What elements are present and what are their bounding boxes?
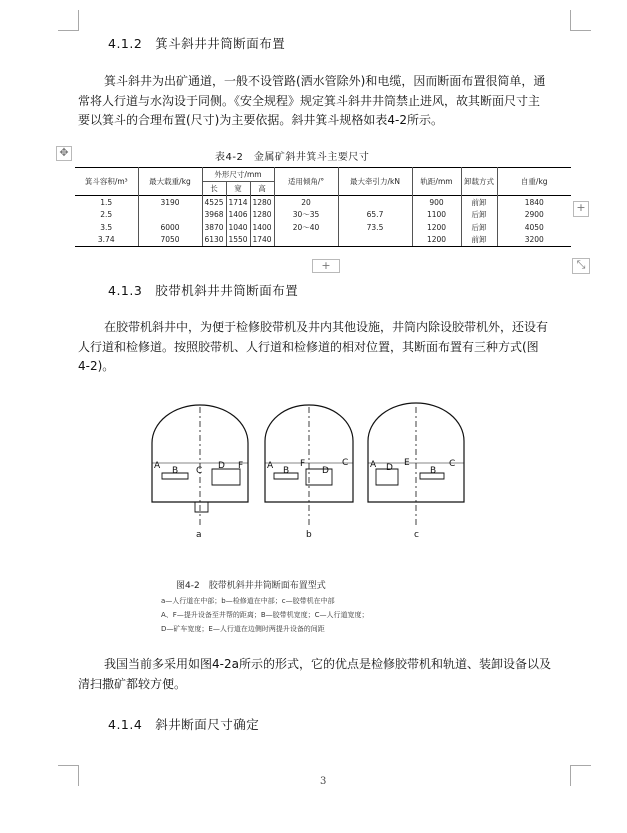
text-line: 我国当前多采用如图4-2a所示的形式，它的优点是检修胶带机和轨道、装卸设备以及	[104, 657, 551, 671]
table-cell: 1406	[226, 209, 250, 222]
sublabel-b: b	[306, 530, 312, 540]
col-header-dimensions: 外形尺寸/mm	[202, 168, 274, 182]
table-cell	[274, 234, 338, 247]
section-heading-4-1-2: 4.1.2 箕斗斜井井筒断面布置	[108, 36, 286, 51]
add-column-button[interactable]	[573, 201, 589, 217]
col-header-weight: 自重/kg	[497, 168, 571, 196]
dim-label-b-B: B	[283, 466, 290, 476]
paragraph-belt-shaft	[78, 318, 572, 377]
table-row	[75, 196, 571, 209]
add-row-icon: +	[321, 259, 331, 272]
text-line: 4-2)。	[78, 359, 115, 373]
table-cell: 后卸	[461, 221, 497, 234]
add-row-button[interactable]	[312, 259, 340, 273]
table-cell: 1280	[250, 196, 274, 209]
table-cell: 1400	[250, 221, 274, 234]
table-cell: 3968	[202, 209, 226, 222]
section-diagram-c	[368, 403, 464, 540]
dim-label-c-D: D	[386, 463, 393, 473]
col-header-capacity: 箕斗容积/m³	[75, 168, 138, 196]
text-line: 箕斗斜井为出矿通道，一般不设管路(洒水管除外)和电缆，因而断面布置很简单，通	[104, 74, 546, 88]
table-cell: 1714	[226, 196, 250, 209]
drain-ditch	[195, 502, 208, 512]
col-header-angle: 适用倾角/°	[274, 168, 338, 196]
text-line: 清扫撒矿都较方便。	[78, 676, 187, 691]
table-cell: 6130	[202, 234, 226, 247]
table-cell: 7050	[138, 234, 202, 247]
mine-car	[212, 469, 240, 485]
table-cell: 1740	[250, 234, 274, 247]
text-line: 在胶带机斜井中，为便于检修胶带机及井内其他设施，井筒内除设胶带机外，还设有	[104, 320, 549, 334]
table-cell: 4050	[524, 222, 544, 232]
dim-label-a-A: A	[154, 461, 161, 471]
table-cell: 1840	[524, 197, 544, 207]
dim-label-b-C: C	[342, 458, 349, 468]
table-cell: 3.5	[75, 221, 138, 234]
table-cell: 后卸	[461, 209, 497, 222]
table-cell: 2900	[524, 210, 544, 220]
table-caption: 表4-2 金属矿斜井箕斗主要尺寸	[215, 152, 370, 163]
dim-label-a-C: C	[196, 466, 203, 476]
shaft-section-figure	[140, 395, 485, 545]
page-corner-mark	[58, 10, 79, 31]
section-heading-4-1-3: 4.1.3 胶带机斜井井筒断面布置	[108, 283, 299, 298]
skip-spec-table	[75, 167, 571, 247]
dim-label-a-B: B	[172, 466, 179, 476]
section-diagram-a	[152, 405, 248, 540]
dim-label-c-C: C	[449, 459, 456, 469]
table-cell: 30～35	[274, 209, 338, 222]
table-cell: 3200	[497, 234, 571, 247]
table-move-handle[interactable]	[56, 146, 72, 161]
dim-label-a-D: D	[218, 461, 225, 471]
table-cell: 20	[274, 196, 338, 209]
table-cell: 65.7	[338, 209, 412, 222]
table-row	[75, 221, 571, 234]
table-row	[75, 209, 571, 222]
table-resize-handle[interactable]	[572, 258, 590, 274]
section-heading-4-1-4: 4.1.4 斜井断面尺寸确定	[108, 717, 260, 732]
dim-label-b-D: D	[322, 466, 329, 476]
table-cell: 1040	[226, 221, 250, 234]
table-cell: 1550	[226, 234, 250, 247]
table-cell	[138, 209, 202, 222]
page-corner-mark	[570, 10, 591, 31]
move-handle-icon: ✥	[59, 146, 69, 159]
page-corner-mark	[58, 765, 79, 786]
paragraph-conclusion	[78, 655, 572, 694]
table-cell: 1100	[412, 209, 461, 222]
col-header-length: 长	[202, 182, 226, 196]
figure-note: a—人行道在中部；b—检修道在中部；c—胶带机在中部	[161, 597, 335, 605]
sublabel-a: a	[196, 530, 202, 540]
table-cell: 3190	[138, 196, 202, 209]
text-line: 人行道和检修道。按照胶带机、人行道和检修道的相对位置，其断面布置有三种方式(图	[78, 339, 539, 354]
table-cell: 3.74	[75, 234, 138, 247]
text-line: 要以箕斗的合理布置(尺寸)为主要依据。斜井箕斗规格如表4-2所示。	[78, 113, 443, 127]
table-cell: 1200	[412, 234, 461, 247]
section-diagram-b	[265, 405, 353, 540]
text-line: 常将人行道与水沟设于同侧。《安全规程》规定箕斗斜井井筒禁止进风，故其断面尺寸主	[78, 93, 541, 108]
figure-note: D—矿车宽度；E—人行道在边侧时两提升设备的间距	[161, 625, 325, 633]
table-cell: 4525	[202, 196, 226, 209]
col-header-unload: 卸载方式	[461, 168, 497, 196]
table-cell: 73.5	[338, 221, 412, 234]
dim-label-b-F: F	[300, 459, 306, 469]
col-header-load: 最大载重/kg	[138, 168, 202, 196]
col-header-width: 宽	[226, 182, 250, 196]
dim-label-b-A: A	[267, 461, 274, 471]
table-cell: 20～40	[274, 221, 338, 234]
dim-label-c-B: B	[430, 466, 437, 476]
table-cell: 前卸	[461, 196, 497, 209]
figure-note: A、F—提升设备至井帮的距离；B—胶带机宽度；C—人行道宽度；	[161, 611, 369, 619]
add-column-icon: +	[576, 201, 586, 214]
resize-handle-icon: ⤡	[576, 258, 586, 271]
dim-label-c-A: A	[370, 460, 377, 470]
table-cell	[338, 196, 412, 209]
dim-label-c-E: E	[404, 458, 410, 468]
table-row	[75, 234, 571, 247]
dim-label-a-F: F	[238, 461, 244, 471]
page-number: 3	[320, 776, 327, 787]
table-cell: 前卸	[461, 234, 497, 247]
figure-caption: 图4-2 胶带机斜井井筒断面布置型式	[176, 581, 326, 591]
col-header-height: 高	[250, 182, 274, 196]
table-cell: 1200	[412, 221, 461, 234]
col-header-pull: 最大牵引力/kN	[338, 168, 412, 196]
table-cell: 6000	[138, 221, 202, 234]
col-header-gauge: 轨距/mm	[412, 168, 461, 196]
table-cell: 900	[412, 196, 461, 209]
paragraph-skip-shaft	[78, 72, 572, 131]
table-cell	[338, 234, 412, 247]
table-cell: 3870	[202, 221, 226, 234]
table-cell: 2.5	[75, 209, 138, 222]
sublabel-c: c	[414, 530, 419, 540]
table-cell: 1280	[250, 209, 274, 222]
page-corner-mark	[570, 765, 591, 786]
table-cell: 1.5	[75, 196, 138, 209]
